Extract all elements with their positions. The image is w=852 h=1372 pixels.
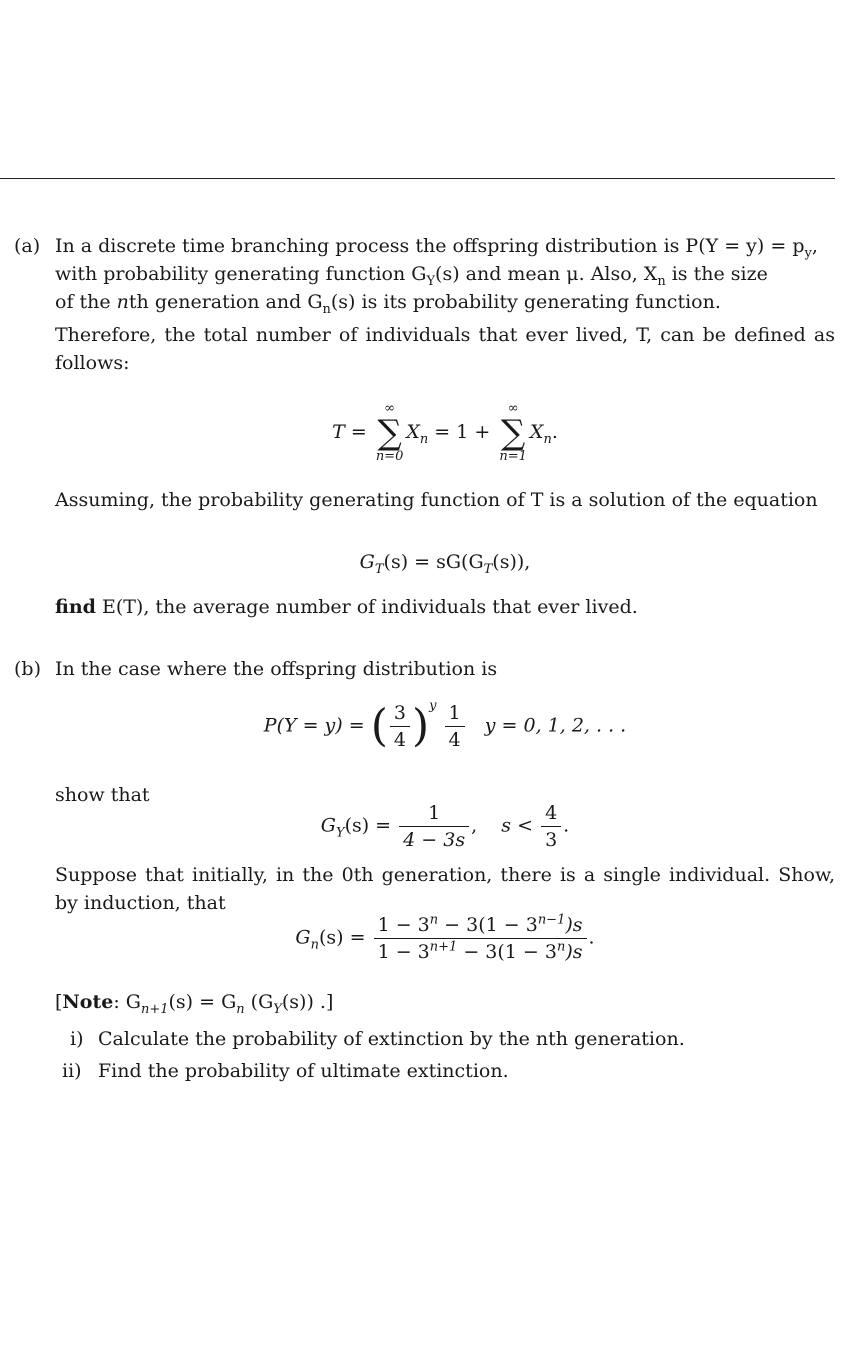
subitem-i-text: Calculate the probability of extinction by the nth generation.: [98, 1028, 685, 1050]
part-b-paragraph-1: In the case where the offspring distribution is: [55, 658, 498, 680]
part-a-paragraph-3: Assuming, the probability generating function of T is a solution of the equation: [55, 489, 818, 511]
fraction-four-thirds: $\frac{4}{3}$: [541, 800, 561, 853]
horizontal-rule: [0, 178, 835, 179]
equation-pgf-Gn: $G_n(s)$ = $\frac{1 - 3^n - 3(1 - 3^{n-1})s}{1 - 3^{n+1} - 3(1 - 3^n)s}$ .: [295, 912, 595, 963]
part-a-line-2: with probability generating function $G_Y(s)$ and mean μ. Also, $X_n$ is the size: [55, 263, 768, 289]
fraction-pgf-Y: $\frac{1}{4 - 3s}$: [399, 800, 469, 853]
equation-total-T: T = ∞ ∑ n=0 $X_n = 1$ + ∞ ∑ n=1 $X_n$.: [332, 401, 558, 464]
sum-symbol-1: ∞ ∑ n=0: [375, 401, 404, 464]
equation-offspring-distribution: P(Y = y) = ( $\frac{3}{4}$ )$^y$ $\frac{1}{4}$ y = 0, 1, 2, . . .: [263, 698, 627, 752]
part-a-label: (a): [14, 235, 41, 257]
note-text: [Note: $G_{n+1}(s) = G_n$ $(G_Y(s))$ .]: [55, 991, 334, 1017]
subitem-ii-text: Find the probability of ultimate extinction.: [98, 1060, 509, 1082]
fraction-one-quarter: $\frac{1}{4}$: [445, 700, 465, 753]
show-that-text: show that: [55, 784, 150, 806]
part-a-paragraph-1: [55, 232, 835, 316]
part-a-paragraph-4: find E(T), the average number of individuals that ever lived.: [55, 596, 638, 618]
subitem-ii-label: ii): [62, 1060, 82, 1082]
part-b-label: (b): [14, 658, 41, 680]
part-a-line-3: of the nth generation and $G_n(s)$ is its probability generating function.: [55, 291, 721, 317]
part-b-paragraph-2: Suppose that initially, in the 0th generation, there is a single individual. Show, by induction, that: [55, 864, 835, 914]
fraction-pgf-Gn: $\frac{1 - 3^n - 3(1 - 3^{n-1})s}{1 - 3^{n+1} - 3(1 - 3^n)s}$: [374, 912, 587, 965]
equation-pgf-T: $G_T(s) = sG(G_T(s))$,: [359, 551, 531, 577]
part-a-line-1: In a discrete time branching process the offspring distribution is $P(Y = y) = p_y$,: [55, 235, 818, 261]
part-a-paragraph-2: Therefore, the total number of individuals that ever lived, T, can be defined as follows:: [55, 324, 835, 374]
subitem-i-label: i): [70, 1028, 84, 1050]
sum-symbol-2: ∞ ∑ n=1: [499, 401, 527, 464]
equation-pgf-Y: $G_Y(s)$ = $\frac{1}{4 - 3s}$ , s < $\frac{4}{3}$ .: [320, 802, 570, 851]
fraction-three-quarters: $\frac{3}{4}$: [390, 700, 410, 753]
